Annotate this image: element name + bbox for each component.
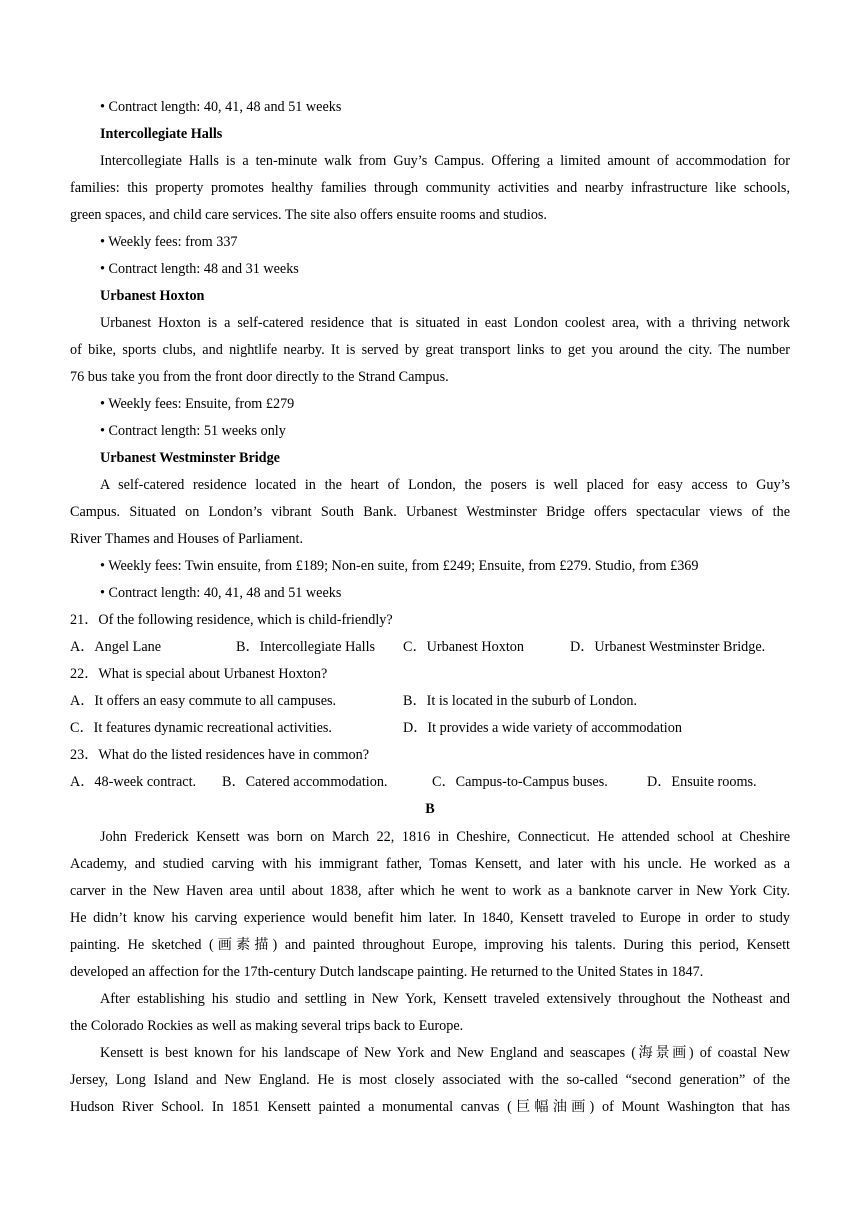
hoxton-fees: • Weekly fees: Ensuite, from £279 bbox=[100, 396, 295, 412]
question-23-option-a[interactable]: A．48-week contract. bbox=[70, 774, 197, 790]
paragraph-line: Hudson River School. In 1851 Kensett painted a monumental canvas (巨幅油画) of Mount Washington that has bbox=[70, 1099, 790, 1115]
paragraph-line: He didn’t know his carving experience would benefit him later. In 1840, Kensett traveled to Europe in order to study bbox=[70, 910, 790, 926]
question-22-option-a[interactable]: A．It offers an easy commute to all campuses. bbox=[70, 693, 337, 709]
paragraph-line: Jersey, Long Island and New England. He is most closely associated with the so-called “second generation” of the bbox=[70, 1072, 790, 1088]
intercollegiate-contract: • Contract length: 48 and 31 weeks bbox=[100, 261, 299, 277]
hoxton-title: Urbanest Hoxton bbox=[100, 288, 205, 304]
question-21-option-d[interactable]: D．Urbanest Westminster Bridge. bbox=[570, 639, 766, 655]
westminster-title: Urbanest Westminster Bridge bbox=[100, 450, 280, 466]
hoxton-line: of bike, sports clubs, and nightlife nearby. It is served by great transport links to get you around the city. The number bbox=[70, 342, 790, 358]
question-21-option-c[interactable]: C．Urbanest Hoxton bbox=[403, 639, 524, 655]
paragraph-line: John Frederick Kensett was born on March 22, 1816 in Cheshire, Connecticut. He attended school at Cheshire bbox=[100, 829, 790, 845]
section-b-heading: B bbox=[425, 801, 435, 817]
intercollegiate-line: Intercollegiate Halls is a ten-minute walk from Guy’s Campus. Offering a limited amount of accommodation for bbox=[100, 153, 790, 169]
question-22-option-c[interactable]: C．It features dynamic recreational activities. bbox=[70, 720, 332, 736]
hoxton-line: 76 bus take you from the front door directly to the Strand Campus. bbox=[70, 369, 449, 385]
paragraph-line: Academy, and studied carving with his immigrant father, Tomas Kensett, and later with his uncle. He worked as a bbox=[70, 856, 790, 872]
question-21-option-b[interactable]: B．Intercollegiate Halls bbox=[236, 639, 376, 655]
question-23-option-d[interactable]: D．Ensuite rooms. bbox=[647, 774, 757, 790]
paragraph-line: painting. He sketched (画素描) and painted throughout Europe, improving his talents. During this period, Kensett bbox=[70, 937, 790, 953]
westminster-line: River Thames and Houses of Parliament. bbox=[70, 531, 303, 547]
question-21-stem: 21．Of the following residence, which is child-friendly? bbox=[70, 612, 393, 628]
question-23-stem: 23．What do the listed residences have in common? bbox=[70, 747, 370, 763]
question-21-option-a[interactable]: A．Angel Lane bbox=[70, 639, 162, 655]
question-23-option-c[interactable]: C．Campus-to-Campus buses. bbox=[432, 774, 608, 790]
question-22-stem: 22．What is special about Urbanest Hoxton? bbox=[70, 666, 328, 682]
hoxton-line: Urbanest Hoxton is a self-catered residence that is situated in east London coolest area, with a thriving network bbox=[100, 315, 790, 331]
westminster-line: Campus. Situated on London’s vibrant South Bank. Urbanest Westminster Bridge offers spectacular views of the bbox=[70, 504, 790, 520]
westminster-line: A self-catered residence located in the heart of London, the posers is well placed for easy access to Guy’s bbox=[100, 477, 790, 493]
westminster-fees: • Weekly fees: Twin ensuite, from £189; Non-en suite, from £249; Ensuite, from £279. Studio, from £369 bbox=[100, 558, 699, 574]
intercollegiate-fees: • Weekly fees: from 337 bbox=[100, 234, 238, 250]
hoxton-contract: • Contract length: 51 weeks only bbox=[100, 423, 286, 439]
intercollegiate-line: green spaces, and child care services. The site also offers ensuite rooms and studios. bbox=[70, 207, 547, 223]
paragraph-line: Kensett is best known for his landscape of New York and New England and seascapes (海景画) of coastal New bbox=[100, 1045, 790, 1061]
intercollegiate-line: families: this property promotes healthy families through community activities and nearby infrastructure like schools, bbox=[70, 180, 790, 196]
paragraph-line: the Colorado Rockies as well as making several trips back to Europe. bbox=[70, 1018, 464, 1034]
paragraph-line: carver in the New Haven area until about 1838, after which he went to work as a banknote carver in New York City. bbox=[70, 883, 790, 899]
question-22-option-b[interactable]: B．It is located in the suburb of London. bbox=[403, 693, 638, 709]
paragraph-line: After establishing his studio and settling in New York, Kensett traveled extensively throughout the Notheast and bbox=[100, 991, 790, 1007]
westminster-contract: • Contract length: 40, 41, 48 and 51 weeks bbox=[100, 585, 342, 601]
angel-lane-contract: • Contract length: 40, 41, 48 and 51 weeks bbox=[100, 99, 342, 115]
question-22-option-d[interactable]: D．It provides a wide variety of accommodation bbox=[403, 720, 682, 736]
question-23-option-b[interactable]: B．Catered accommodation. bbox=[222, 774, 388, 790]
paragraph-line: developed an affection for the 17th-century Dutch landscape painting. He returned to the United States in 1847. bbox=[70, 964, 704, 980]
intercollegiate-title: Intercollegiate Halls bbox=[100, 126, 223, 142]
